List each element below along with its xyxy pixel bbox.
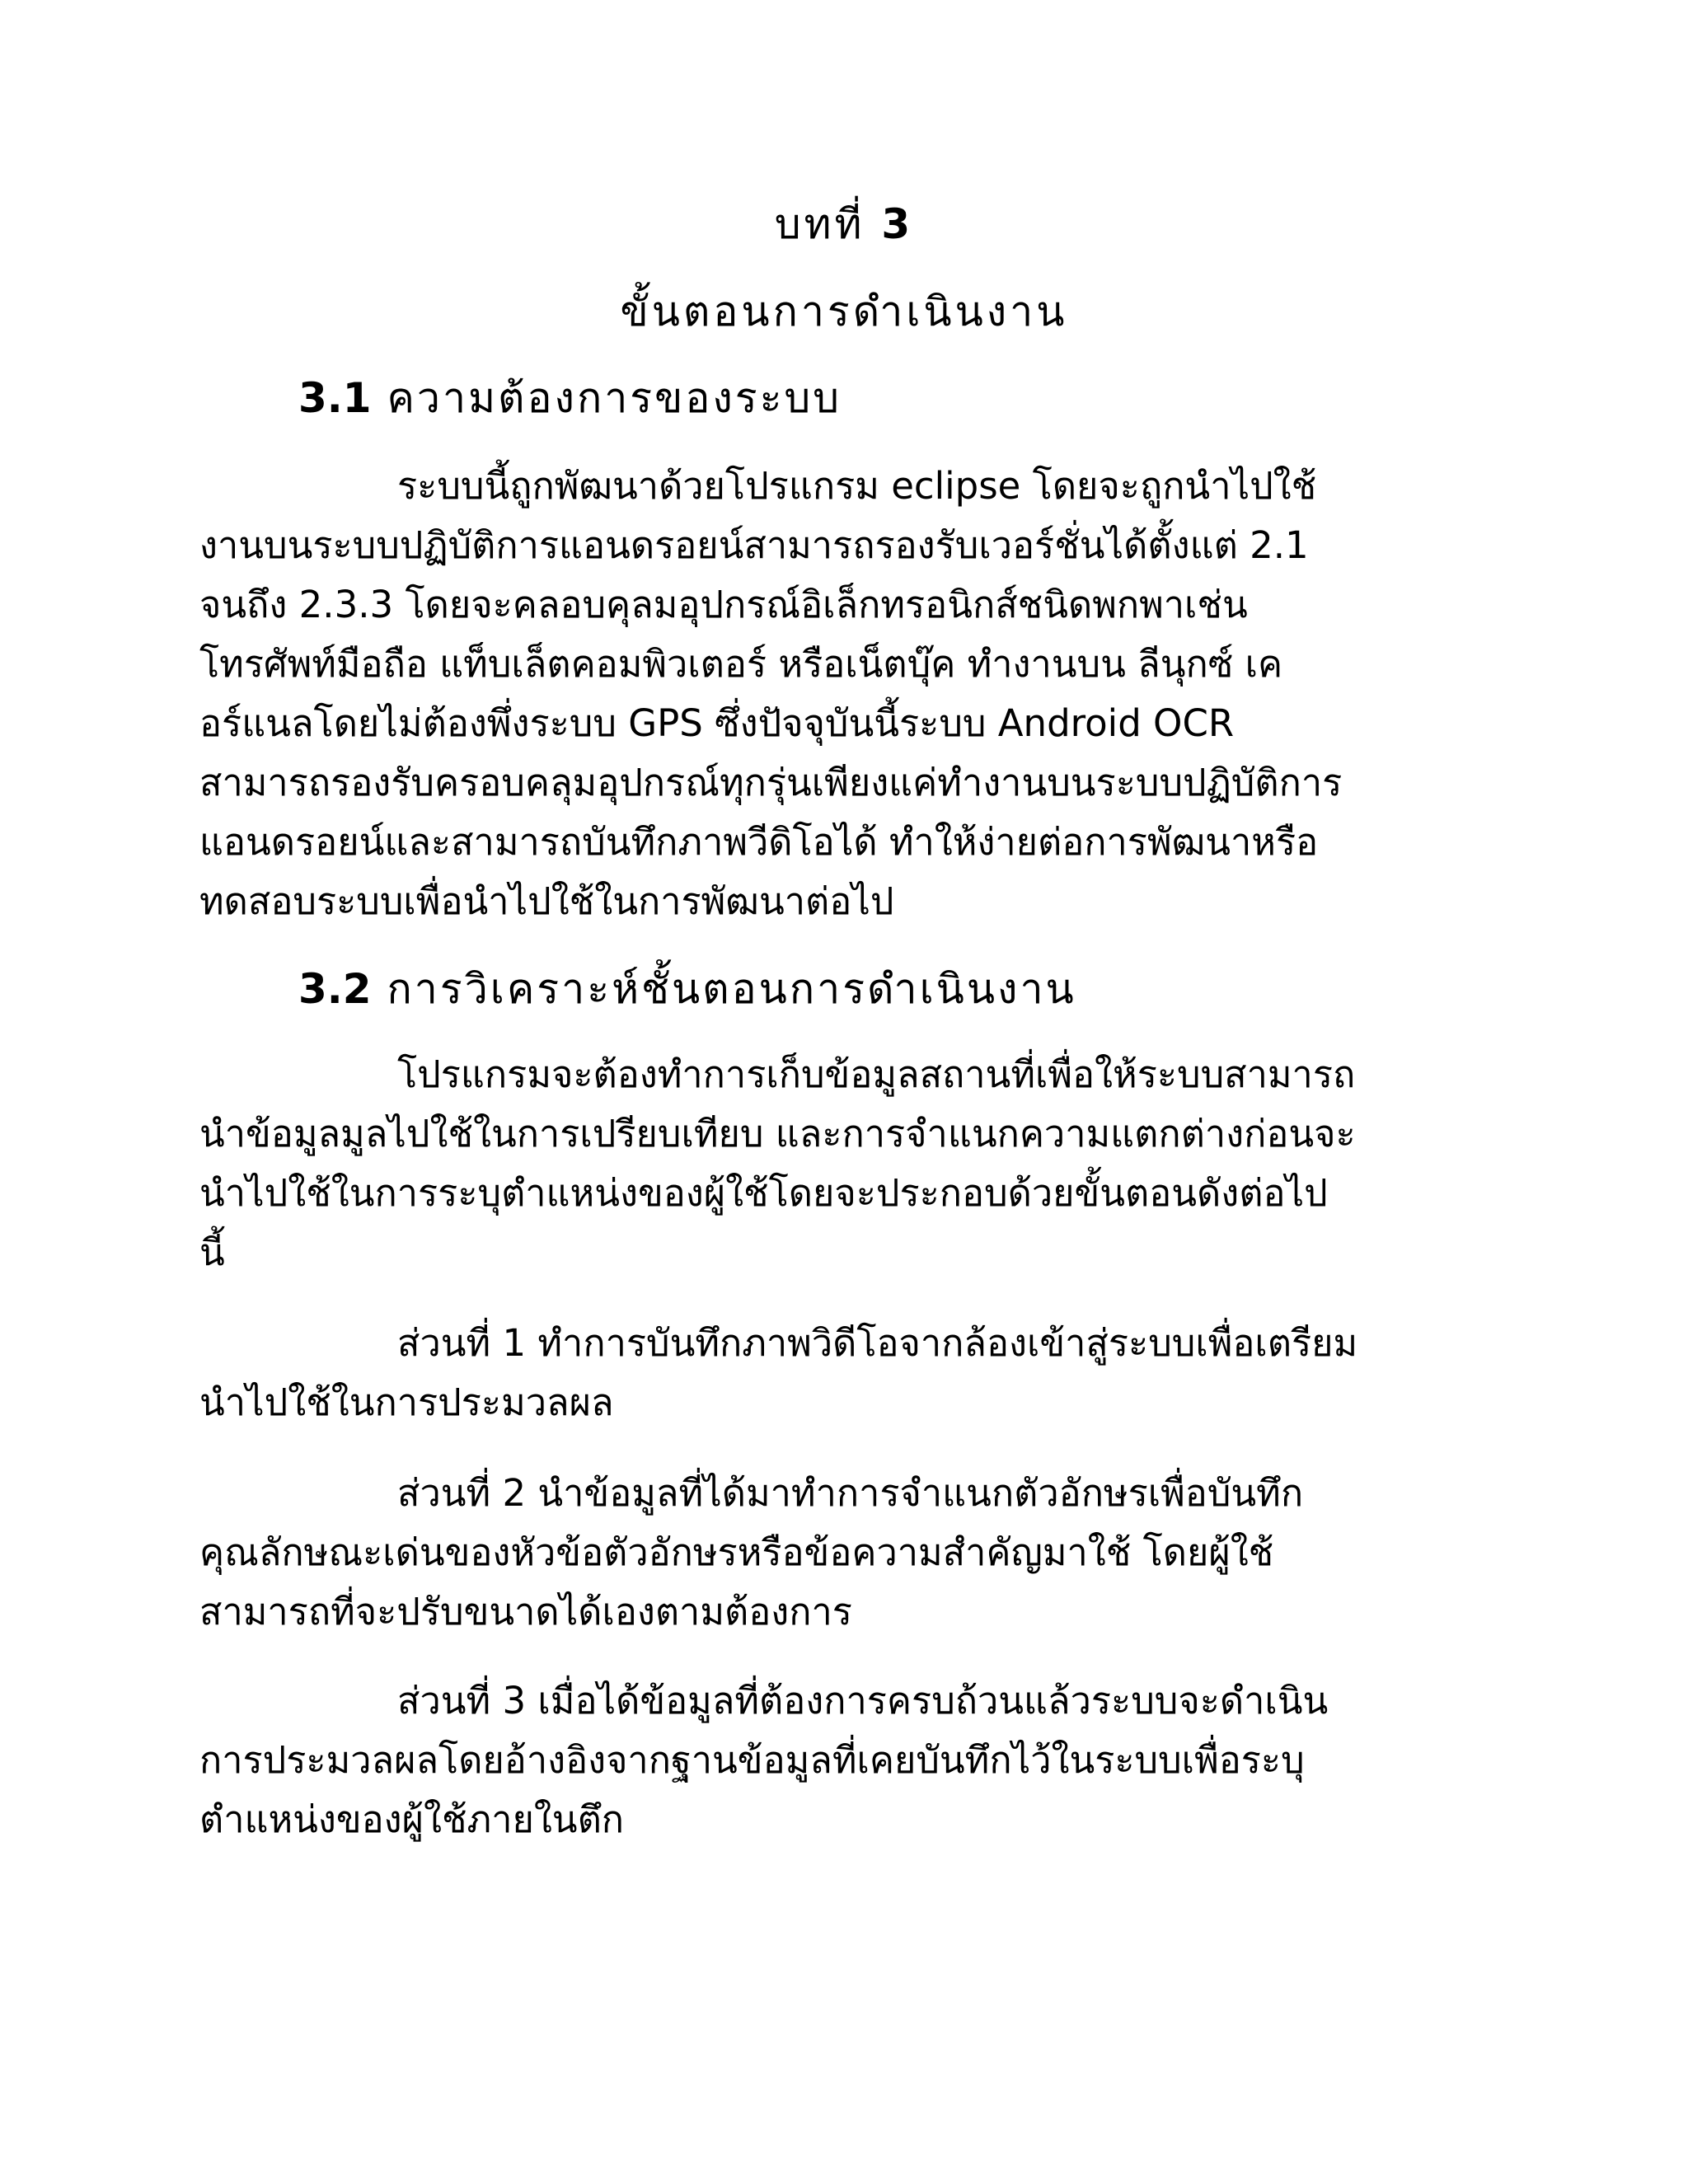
paragraph-line: คุณลักษณะเด่นของหัวข้อตัวอักษรหรือข้อความสำคัญมาใช้ โดยผู้ใช้ <box>199 1530 1274 1574</box>
chapter-number <box>0 191 1688 257</box>
paragraph-line: ทดสอบระบบเพื่อนำไปใช้ในการพัฒนาต่อไป <box>199 879 894 923</box>
paragraph-part-1 <box>199 1314 1493 1432</box>
section-title: ความต้องการของระบบ <box>387 374 842 422</box>
paragraph-part-2 <box>199 1464 1493 1642</box>
section-number: 3.1 <box>298 374 372 422</box>
paragraph-line: จนถึง 2.3.3 โดยจะคลอบคุลมอุปกรณ์อิเล็กทรอนิกส์ชนิดพกพาเช่น <box>199 583 1248 626</box>
paragraph-part-3 <box>199 1671 1493 1849</box>
section-title: การวิเคราะห์ชั้นตอนการดำเนินงาน <box>387 965 1076 1013</box>
paragraph-line: ส่วนที่ 2 นำข้อมูลที่ได้มาทำการจำแนกตัวอักษรเพื่อบันทึก <box>397 1471 1304 1515</box>
paragraph-line: ระบบนี้ถูกพัฒนาด้วยโปรแกรม eclipse โดยจะถูกนำไปใช้ <box>397 464 1317 508</box>
section-heading-3-2 <box>298 956 1076 1022</box>
paragraph-line: งานบนระบบปฏิบัติการแอนดรอยน์สามารถรองรับเวอร์ชั่นได้ตั้งแต่ 2.1 <box>199 523 1309 567</box>
paragraph-line: โทรศัพท์มือถือ แท็บเล็ตคอมพิวเตอร์ หรือเน็ตบุ๊ค ทำงานบน ลีนุกซ์ เค <box>199 642 1283 686</box>
paragraph-line: สามารถรองรับครอบคลุมอุปกรณ์ทุกรุ่นเพียงแค่ทำงานบนระบบปฏิบัติการ <box>199 761 1343 804</box>
paragraph-line: การประมวลผลโดยอ้างอิงจากฐานข้อมูลที่เคยบันทึกไว้ในระบบเพื่อระบุ <box>199 1738 1305 1782</box>
chapter-title: ขั้นตอนการดำเนินงาน <box>620 288 1068 335</box>
section-number: 3.2 <box>298 965 372 1013</box>
paragraph-line: ส่วนที่ 3 เมื่อได้ข้อมูลที่ต้องการครบถ้วนแล้วระบบจะดำเนิน <box>397 1679 1329 1722</box>
chapter-number-value: 3 <box>881 200 914 248</box>
paragraph-line: แอนดรอยน์และสามารถบันทึกภาพวีดิโอได้ ทำให้ง่ายต่อการพัฒนาหรือ <box>199 820 1319 864</box>
paragraph-analysis-intro <box>199 1045 1493 1282</box>
paragraph-system-requirements <box>199 457 1493 931</box>
paragraph-line: นำข้อมูลมูลไปใช้ในการเปรียบเทียบ และการจำแนกความแตกต่างก่อนจะ <box>199 1112 1356 1155</box>
paragraph-line: สามารถที่จะปรับขนาดได้เองตามต้องการ <box>199 1590 852 1633</box>
chapter-label: บทที่ <box>774 200 865 248</box>
paragraph-line: โปรแกรมจะต้องทำการเก็บข้อมูลสถานที่เพื่อให้ระบบสามารถ <box>397 1052 1356 1096</box>
paragraph-line: นี้ <box>199 1230 225 1274</box>
paragraph-line: นำไปใช้ในการระบุตำแหน่งของผู้ใช้โดยจะประกอบด้วยขั้นตอนดังต่อไป <box>199 1171 1328 1215</box>
section-heading-3-1 <box>298 365 842 431</box>
paragraph-line: อร์แนลโดยไม่ต้องพึ่งระบบ GPS ซึ่งปัจจุบันนี้ระบบ Android OCR <box>199 701 1235 745</box>
paragraph-line: ส่วนที่ 1 ทำการบันทึกภาพวิดีโอจากล้องเข้าสู่ระบบเพื่อเตรียม <box>397 1321 1358 1365</box>
paragraph-line: ตำแหน่งของผู้ใช้ภายในตึก <box>199 1797 625 1841</box>
paragraph-line: นำไปใช้ในการประมวลผล <box>199 1380 614 1424</box>
